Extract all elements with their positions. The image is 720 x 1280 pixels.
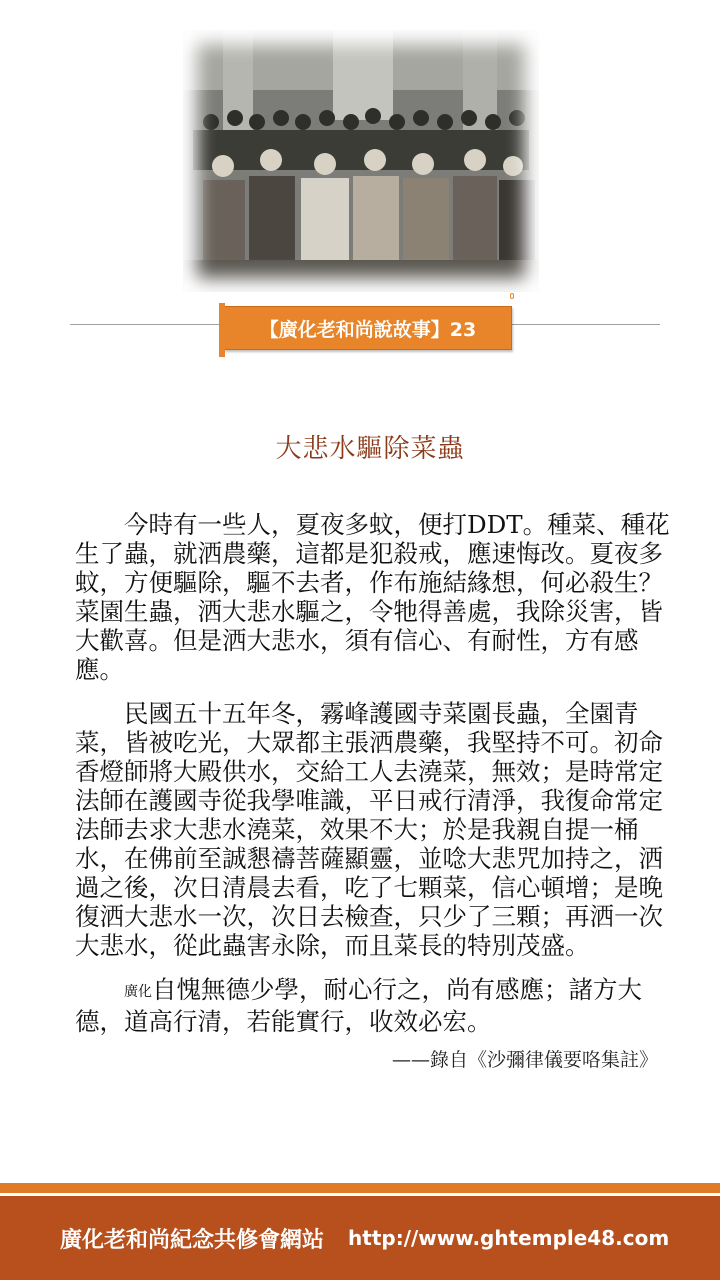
- group-photo: [183, 30, 539, 292]
- group-photo-illustration: [183, 30, 539, 292]
- footer-website-link[interactable]: http://www.ghtemple48.com: [348, 1226, 670, 1250]
- divider-left: [70, 324, 222, 325]
- badge-decoration: [510, 293, 514, 299]
- story-paragraph-2: 民國五十五年冬，霧峰護國寺菜園長蟲，全園青菜，皆被吃光，大眾都主張洒農藥，我堅持不可。初命香燈師將大殿供水，交給工人去澆菜，無效；是時常定法師在護國寺從我學唯識，平日戒行清淨，我復命常定法師去求大悲水澆菜，效果不大；於是我親自提一桶水，在佛前至誠懇禱菩薩顯靈，並唸大悲咒加持之，洒過之後，次日清晨去看，吃了七顆菜，信心頓增；是晚復洒大悲水一次，次日去檢查，只少了三顆；再洒一次大悲水，從此蟲害永除，而且菜長的特別茂盛。: [75, 699, 663, 960]
- footer-org-name: 廣化老和尚紀念共修會網站: [60, 1226, 325, 1253]
- series-badge: [224, 306, 512, 350]
- divider-right: [512, 324, 660, 325]
- story-title: 大悲水驅除菜蟲: [275, 434, 465, 464]
- story-paragraph-3: [75, 975, 675, 1036]
- footer-accent-line: [0, 1183, 720, 1193]
- story-body: [75, 510, 675, 1051]
- story-paragraph-3-text: 自愧無德少學，耐心行之，尚有感應；諸方大德，道高行清，若能實行，收效必宏。: [75, 975, 642, 1036]
- series-badge-label: 【廣化老和尚說故事】23: [259, 318, 477, 341]
- story-paragraph-1: 今時有一些人，夏夜多蚊，便打DDT。種菜、種花生了蟲，就洒農藥，這都是犯殺戒，應速悔改。夏夜多蚊，方便驅除，驅不去者，作布施結緣想，何必殺生？菜園生蟲，洒大悲水驅之，令牠得善處，我除災害，皆大歡喜。但是洒大悲水，須有信心、有耐性，方有感應。: [75, 510, 670, 684]
- author-name: 廣化: [124, 984, 152, 1000]
- footer: [0, 1196, 720, 1280]
- source-citation: ——錄自《沙彌律儀要咯集註》: [391, 1049, 658, 1071]
